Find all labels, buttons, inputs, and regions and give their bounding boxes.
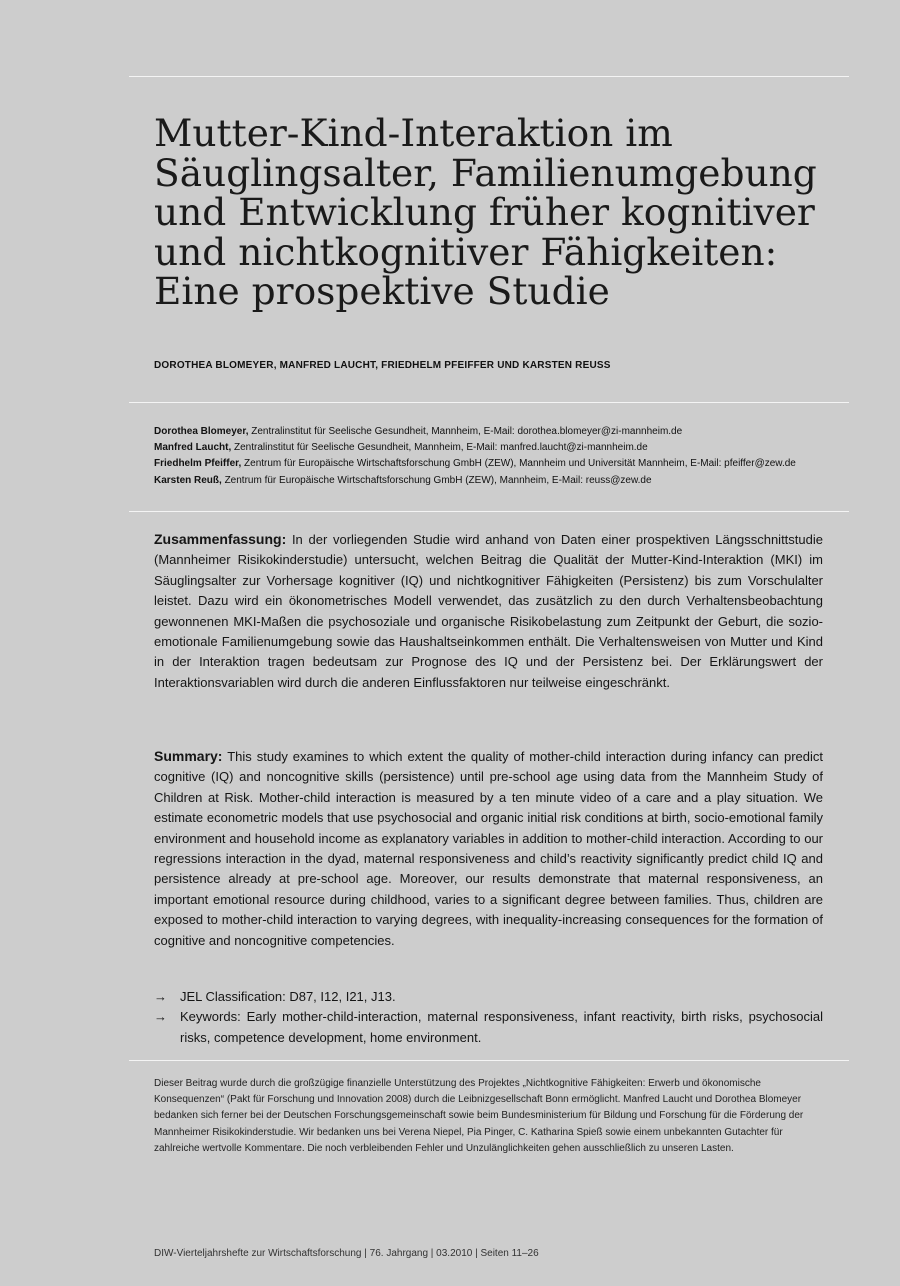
title-line: Eine prospektive Studie bbox=[154, 269, 610, 313]
affiliation-name: Dorothea Blomeyer, bbox=[154, 426, 249, 437]
jel-classification: JEL Classification: D87, I12, I21, J13. bbox=[180, 989, 396, 1004]
affiliation-item bbox=[154, 456, 844, 472]
abstract-german-text: In der vorliegenden Studie wird anhand von Daten einer prospektiven Längsschnittstudie (Mannheimer Risikokinderstudie) untersucht, welchen Beitrag die Qualität der Mutter-Kind-Interaktion (MKI) im Säuglingsalter zur Vorhersage kognitiver (IQ) und nichtkognitiver Fähigkeiten (Persistenz) bis zum Vorschulalter leistet. Dazu wird ein ökonometrisches Modell verwendet, das zusätzlich zu den durch Verhaltensbeobachtung gewonnenen MKI-Maßen die psychosoziale und organische Risikobelastung zum Zeitpunkt der Geburt, die sozio-emotionale Familienumgebung sowie das Haushaltseinkommen enthält. Die Verhaltensweisen von Mutter und Kind in der Interaktion tragen bedeutsam zur Prognose des IQ und der Persistenz bei. Der Erklärungswert der Interaktionsvariablen wird durch die anderen Einflussfaktoren nur teilweise eingeschränkt. bbox=[154, 532, 823, 690]
title-line: und nichtkognitiver Fähigkeiten: bbox=[154, 229, 778, 274]
top-rule bbox=[129, 76, 849, 77]
affiliations-rule bbox=[129, 511, 849, 512]
affiliation-name: Manfred Laucht, bbox=[154, 442, 232, 454]
journal-footer: DIW-Vierteljahrshefte zur Wirtschaftsforschung | 76. Jahrgang | 03.2010 | Seiten 11–26 bbox=[154, 1248, 539, 1259]
keywords-block bbox=[154, 987, 823, 1048]
affiliation-text: Zentrum für Europäische Wirtschaftsforschung GmbH (ZEW), Mannheim, E-Mail: reuss@zew.de bbox=[221, 474, 652, 486]
keywords-rule bbox=[129, 1060, 849, 1061]
abstract-english bbox=[154, 746, 823, 951]
affiliations bbox=[154, 424, 844, 489]
abstract-german bbox=[154, 529, 823, 693]
affiliation-text: Zentralinstitut für Seelische Gesundheit, Mannheim, E-Mail: manfred.laucht@zi-mannheim.de bbox=[231, 442, 648, 454]
affiliation-item bbox=[154, 473, 844, 489]
author-list: DOROTHEA BLOMEYER, MANFRED LAUCHT, FRIEDHELM PFEIFFER UND KARSTEN REUSS bbox=[154, 360, 611, 371]
affiliation-item bbox=[154, 424, 844, 440]
affiliation-name: Karsten Reuß, bbox=[154, 474, 222, 486]
title-line: und Entwicklung früher kognitiver bbox=[154, 190, 815, 234]
abstract-english-text: This study examines to which extent the quality of mother-child interaction during infancy can predict cognitive (IQ) and noncognitive skills (persistence) until pre-school age using data from the Mannheim Study of Children at Risk. Mother-child interaction is measured by a ten minute video of a care and a play situation. We estimate econometric models that use psychosocial and organic initial risk conditions at birth, socio-emotional family environment and household income as explanatory variables in addition to mother-child interaction. According to our regressions interaction in the dyad, maternal responsiveness and child’s reactivity significantly predict child IQ and persistence already at pre-school age. Moreover, our results demonstrate that maternal responsiveness, an important emotional resource during childhood, varies to a significant degree between families. Thus, children are exposed to mother-child interaction to varying degrees, with inequality-increasing consequences for the formation of cognitive and noncognitive competencies. bbox=[154, 749, 823, 948]
affiliation-text: Zentralinstitut für Seelische Gesundheit, Mannheim, E-Mail: dorothea.blomeyer@zi-mannheim.de bbox=[248, 426, 683, 437]
affiliation-name: Friedhelm Pfeiffer, bbox=[154, 458, 242, 470]
title-line: Mutter-Kind-Interaktion im bbox=[154, 111, 673, 155]
abstract-english-label: Summary: bbox=[154, 748, 223, 764]
jel-row bbox=[154, 987, 823, 1007]
title-line: Säuglingsalter, Familienumgebung bbox=[154, 150, 817, 195]
acknowledgement-note: Dieser Beitrag wurde durch die großzügige finanzielle Unterstützung des Projektes „Nichtkognitive Fähigkeiten: Erwerb und ökonomische Konsequenzen“ (Pakt für Forschung und Innovation 2008) durch die Leibnizgesellschaft Bonn ermöglicht. Manfred Laucht und Dorothea Blomeyer bedanken sich ferner bei der Deutschen Forschungsgemeinschaft sowie beim Bundesministerium für Bildung und Forschung für die Förderung der Mannheimer Risikokinderstudie. Wir bedanken uns bei Verena Niepel, Pia Pinger, C. Katharina Spieß sowie einem unbekannten Gutachter für zahlreiche wertvolle Kommentare. Die noch verbleibenden Fehler und Unzulänglichkeiten gehen ausschließlich zu unseren Lasten. bbox=[154, 1078, 804, 1154]
authors-rule bbox=[129, 402, 849, 403]
article-title bbox=[154, 111, 844, 313]
keywords-text: Keywords: Early mother-child-interaction, maternal responsiveness, infant reactivity, birth risks, psychosocial risks, competence development, home environment. bbox=[180, 1009, 823, 1045]
arrow-icon: → bbox=[154, 989, 167, 1004]
keywords-row bbox=[154, 1007, 823, 1048]
affiliation-text: Zentrum für Europäische Wirtschaftsforschung GmbH (ZEW), Mannheim und Universität Mannheim, E-Mail: pfeiffer@zew.de bbox=[241, 458, 796, 470]
abstract-german-label: Zusammenfassung: bbox=[154, 531, 287, 547]
affiliation-item bbox=[154, 440, 844, 456]
arrow-icon: → bbox=[154, 1009, 167, 1025]
